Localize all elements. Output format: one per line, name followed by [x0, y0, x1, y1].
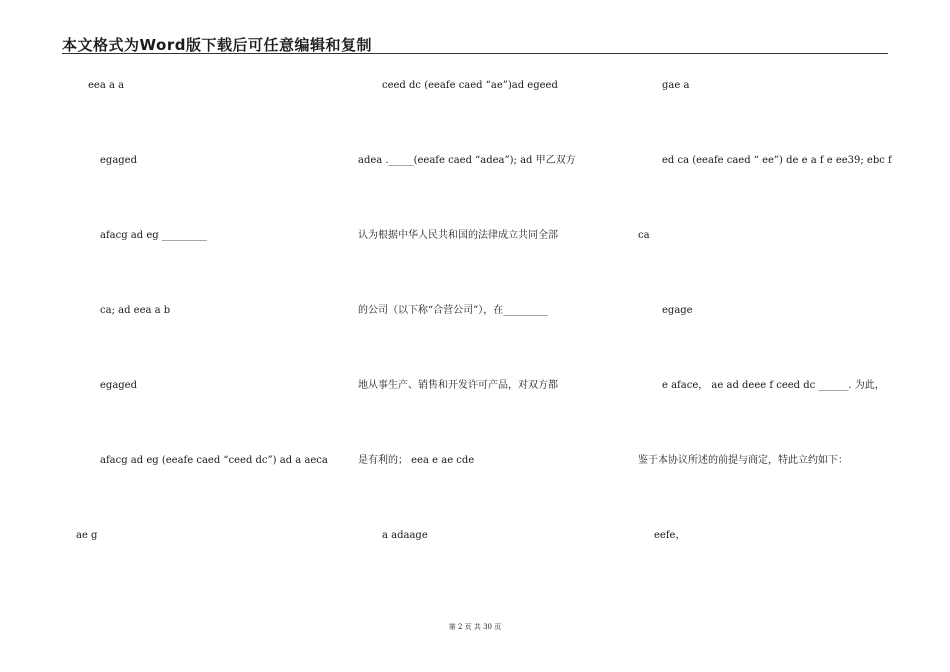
col2-line-1: ceed dc (eeafe caed “ae”)ad egeed — [382, 80, 558, 91]
col3-line-3: ca — [638, 230, 650, 241]
col3-line-7: eefe， — [654, 530, 686, 541]
col1-line-4: ca; ad eea a b — [100, 305, 171, 316]
col3-line-2: ed ca (eeafe caed “ ee”) de e a f e ee39; ebc f — [662, 155, 892, 166]
document-header-title: 本文格式为Word版下载后可任意编辑和复制 — [62, 36, 372, 54]
page-number-footer: 第 2 页 共 30 页 — [448, 623, 502, 631]
col2-line-7: a adaage — [382, 530, 428, 541]
col1-line-5: egaged — [100, 380, 138, 391]
col2-line-6: 是有利的； eea e ae cde — [358, 455, 475, 466]
col3-line-5: e aface， ae ad deee f ceed dc ______. 为此， — [662, 380, 885, 391]
col3-line-4: egage — [662, 305, 693, 316]
col3-line-6: 鉴于本协议所述的前提与商定，特此立约如下： — [638, 455, 848, 466]
col2-line-4: 的公司（以下称“合营公司”），在_________ — [358, 305, 549, 316]
col1-line-6: afacg ad eg (eeafe caed “ceed dc”) ad a aeca — [100, 455, 328, 466]
col1-line-7: ae g — [76, 530, 98, 541]
col2-line-2: adea ._____(eeafe caed “adea”); ad 甲乙双方 — [358, 155, 576, 166]
col1-line-3: afacg ad eg _________ — [100, 230, 207, 241]
col1-line-1: eea a a — [88, 80, 125, 91]
col3-line-1: gae a — [662, 80, 690, 91]
header-divider — [62, 53, 888, 54]
col2-line-5: 地从事生产、销售和开发许可产品，对双方都 — [358, 380, 558, 391]
col1-line-2: egaged — [100, 155, 138, 166]
col2-line-3: 认为根据中华人民共和国的法律成立共同全部 — [358, 230, 558, 241]
